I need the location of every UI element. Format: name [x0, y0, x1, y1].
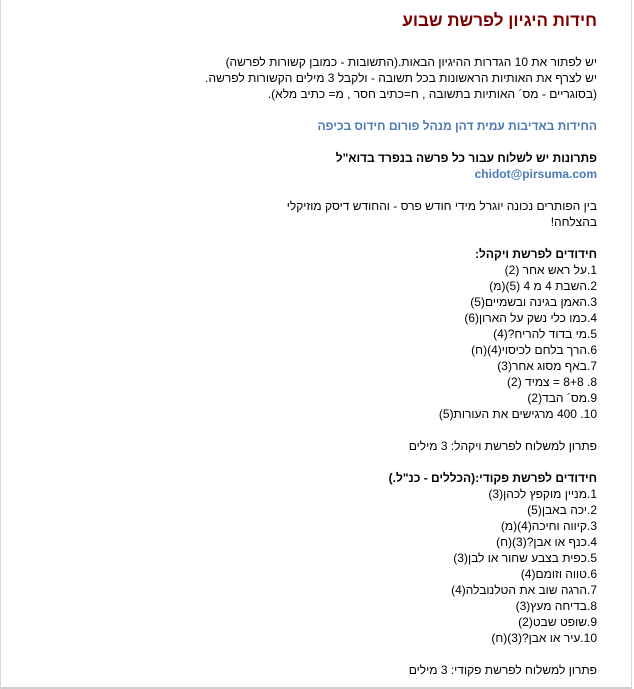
riddle-list — [409, 262, 597, 422]
riddle-section-vayakhel — [409, 246, 597, 454]
send-line: פתרונות יש לשלוח עבור כל פרשה בנפרד בדוא"ל — [335, 151, 597, 165]
riddle-item: 5.מי בדוד להריח?(4) — [493, 327, 597, 341]
riddle-item: 4.כנף או אבן?(3)(ח) — [496, 535, 597, 549]
credit-line: החידות באדיבות עמית דהן מנהל פורום חידוס בכיפה — [317, 119, 597, 133]
page-title: חידות היגיון לפרשת שבוע — [402, 11, 597, 30]
riddle-item: 1.על ראש אחר (2) — [504, 263, 597, 277]
section-heading: חידודים לפרשת ויקהל: — [475, 247, 597, 261]
riddle-item: 5.כפית בצבע שחור או לבן(3) — [453, 551, 597, 565]
riddle-list — [389, 486, 597, 646]
riddle-item: 2.השבת 4 מ 4 (5)(מ) — [489, 279, 597, 293]
section-heading: חידודים לפרשת פקודי:(הכללים - כנ"ל.) — [388, 471, 597, 485]
solution-note: פתרון למשלוח לפרשת פקודי: 3 מילים — [408, 663, 597, 677]
riddle-item: 2.יכה באבן(5) — [527, 503, 597, 517]
intro-line: יש לצרף את האותיות הראשונות בכל תשובה - ולקבל 3 מילים הקשורות לפרשה. — [205, 71, 597, 85]
send-instructions — [336, 150, 597, 182]
email-link[interactable]: chidot@pirsuma.com — [474, 167, 597, 181]
riddle-item: 9.שופט שבט(2) — [518, 615, 597, 629]
riddle-item: 3.האמן בגינה ובשמיים(5) — [470, 295, 597, 309]
riddle-item: 7.הרגה שוב את הטלנובלה(4) — [451, 583, 597, 597]
good-luck-line: בהצלחה! — [550, 215, 597, 229]
riddle-item: 6.הרך בלחם לכיסוי(4)(ח) — [471, 343, 597, 357]
riddle-item: 10. 400 מרגישים את העורות(5) — [438, 407, 597, 421]
riddle-item: 9.מס´ הבד(2) — [527, 391, 597, 405]
riddle-item: 7.באף מסוג אחר(3) — [497, 359, 597, 373]
solution-note: פתרון למשלוח לפרשת ויקהל: 3 מילים — [408, 439, 597, 453]
riddle-item: 6.טווה וזומם(4) — [520, 567, 597, 581]
riddle-section-pekudei — [389, 470, 597, 678]
riddle-item: 8.בדיחה מעץ(3) — [515, 599, 597, 613]
intro-line: (בסוגריים - מס´ האותיות בתשובה , ח=כתיב חסר , מ= כתיב מלא). — [267, 87, 597, 101]
riddle-item: 8. 8+8 = צמיד (2) — [507, 375, 597, 389]
intro-text — [205, 54, 597, 102]
prize-text — [287, 198, 597, 230]
prize-line: בין הפותרים נכונה יוגרל מידי חודש פרס - והחודש דיסק מוזיקלי — [286, 199, 597, 213]
riddle-item: 1.מניין מוקפץ לכהן(3) — [488, 487, 597, 501]
riddle-item: 3.קיווה וחיכה(4)(מ) — [500, 519, 597, 533]
riddle-item: 10.עיר או אבן?(3)(ח) — [491, 631, 597, 645]
intro-line: יש לפתור את 10 הגדרות ההיגיון הבאות.(התשובות - כמובן קשורות לפרשה) — [225, 55, 597, 69]
riddle-item: 4.כמו כלי נשק על הארון(6) — [464, 311, 597, 325]
